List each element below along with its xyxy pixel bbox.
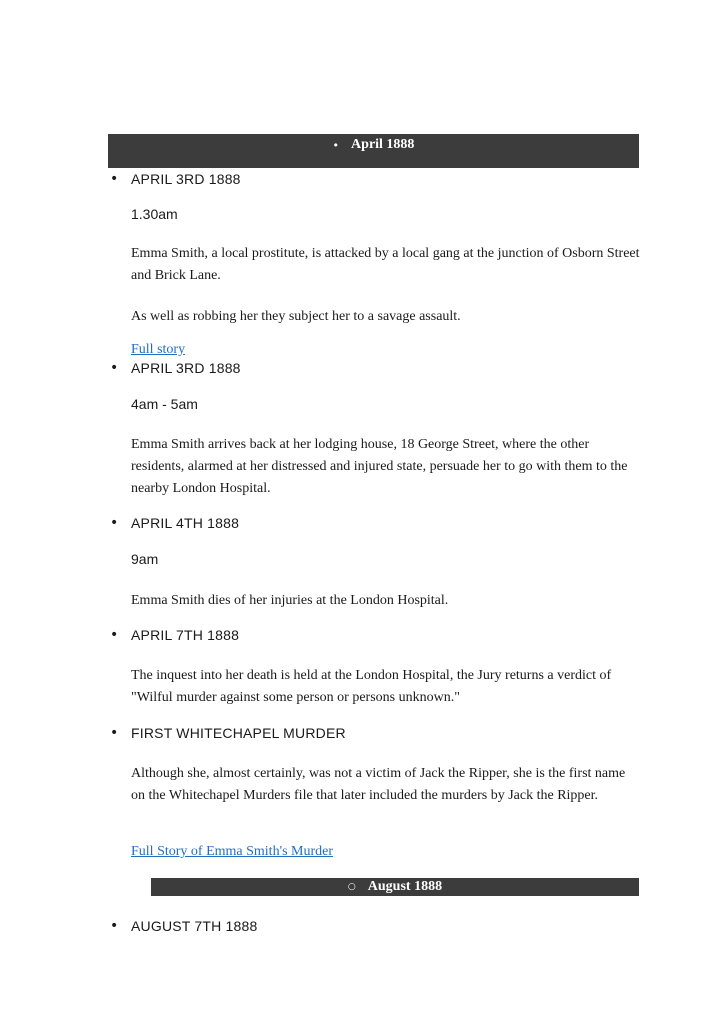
event-date-row — [110, 724, 346, 742]
event-paragraph: Emma Smith arrives back at her lodging house, 18 George Street, where the other residents, alarmed at her distressed and injured state, persuade her to go with them to the nearby London Hospital. — [131, 437, 628, 496]
event-date: APRIL 4TH 1888 — [131, 515, 240, 531]
event-time: 4am - 5am — [131, 396, 198, 412]
event-date-row — [110, 917, 257, 935]
event-date-row — [110, 359, 241, 377]
full-story-link[interactable]: Full story — [131, 342, 186, 357]
section-marker: • — [332, 138, 340, 152]
event-date-row — [110, 170, 241, 188]
event-date: AUGUST 7TH 1888 — [131, 918, 258, 934]
event-paragraph: As well as robbing her they subject her to a savage assault. — [131, 309, 461, 324]
event-date: FIRST WHITECHAPEL MURDER — [131, 725, 346, 741]
bullet-icon: • — [110, 725, 119, 741]
event-date-row — [110, 514, 239, 532]
event-time: 1.30am — [131, 206, 178, 222]
bullet-icon: • — [110, 627, 119, 643]
event-paragraph: Emma Smith dies of her injuries at the London Hospital. — [131, 593, 449, 608]
bullet-icon: • — [110, 918, 119, 934]
event-date-row — [110, 626, 239, 644]
section-header-april — [108, 134, 639, 168]
event-date: APRIL 3RD 1888 — [131, 360, 241, 376]
event-date: APRIL 7TH 1888 — [131, 627, 240, 643]
bullet-icon: • — [110, 360, 119, 376]
event-date: APRIL 3RD 1888 — [131, 171, 241, 187]
event-paragraph: The inquest into her death is held at the London Hospital, the Jury returns a verdict of "Wilful murder against some person or persons unknown." — [131, 668, 612, 705]
section-marker: ○ — [347, 882, 356, 892]
section-title: August 1888 — [367, 879, 443, 894]
section-header-august — [151, 878, 639, 896]
bullet-icon: • — [110, 515, 119, 531]
bullet-icon: • — [110, 171, 119, 187]
event-time: 9am — [131, 551, 159, 567]
event-paragraph: Although she, almost certainly, was not a victim of Jack the Ripper, she is the first name on the Whitechapel Murders file that later included the murders by Jack the Ripper. — [131, 766, 626, 803]
section-title: April 1888 — [351, 137, 415, 152]
event-paragraph: Emma Smith, a local prostitute, is attacked by a local gang at the junction of Osborn Street and Brick Lane. — [131, 246, 640, 283]
full-story-link[interactable]: Full Story of Emma Smith's Murder — [131, 844, 334, 859]
